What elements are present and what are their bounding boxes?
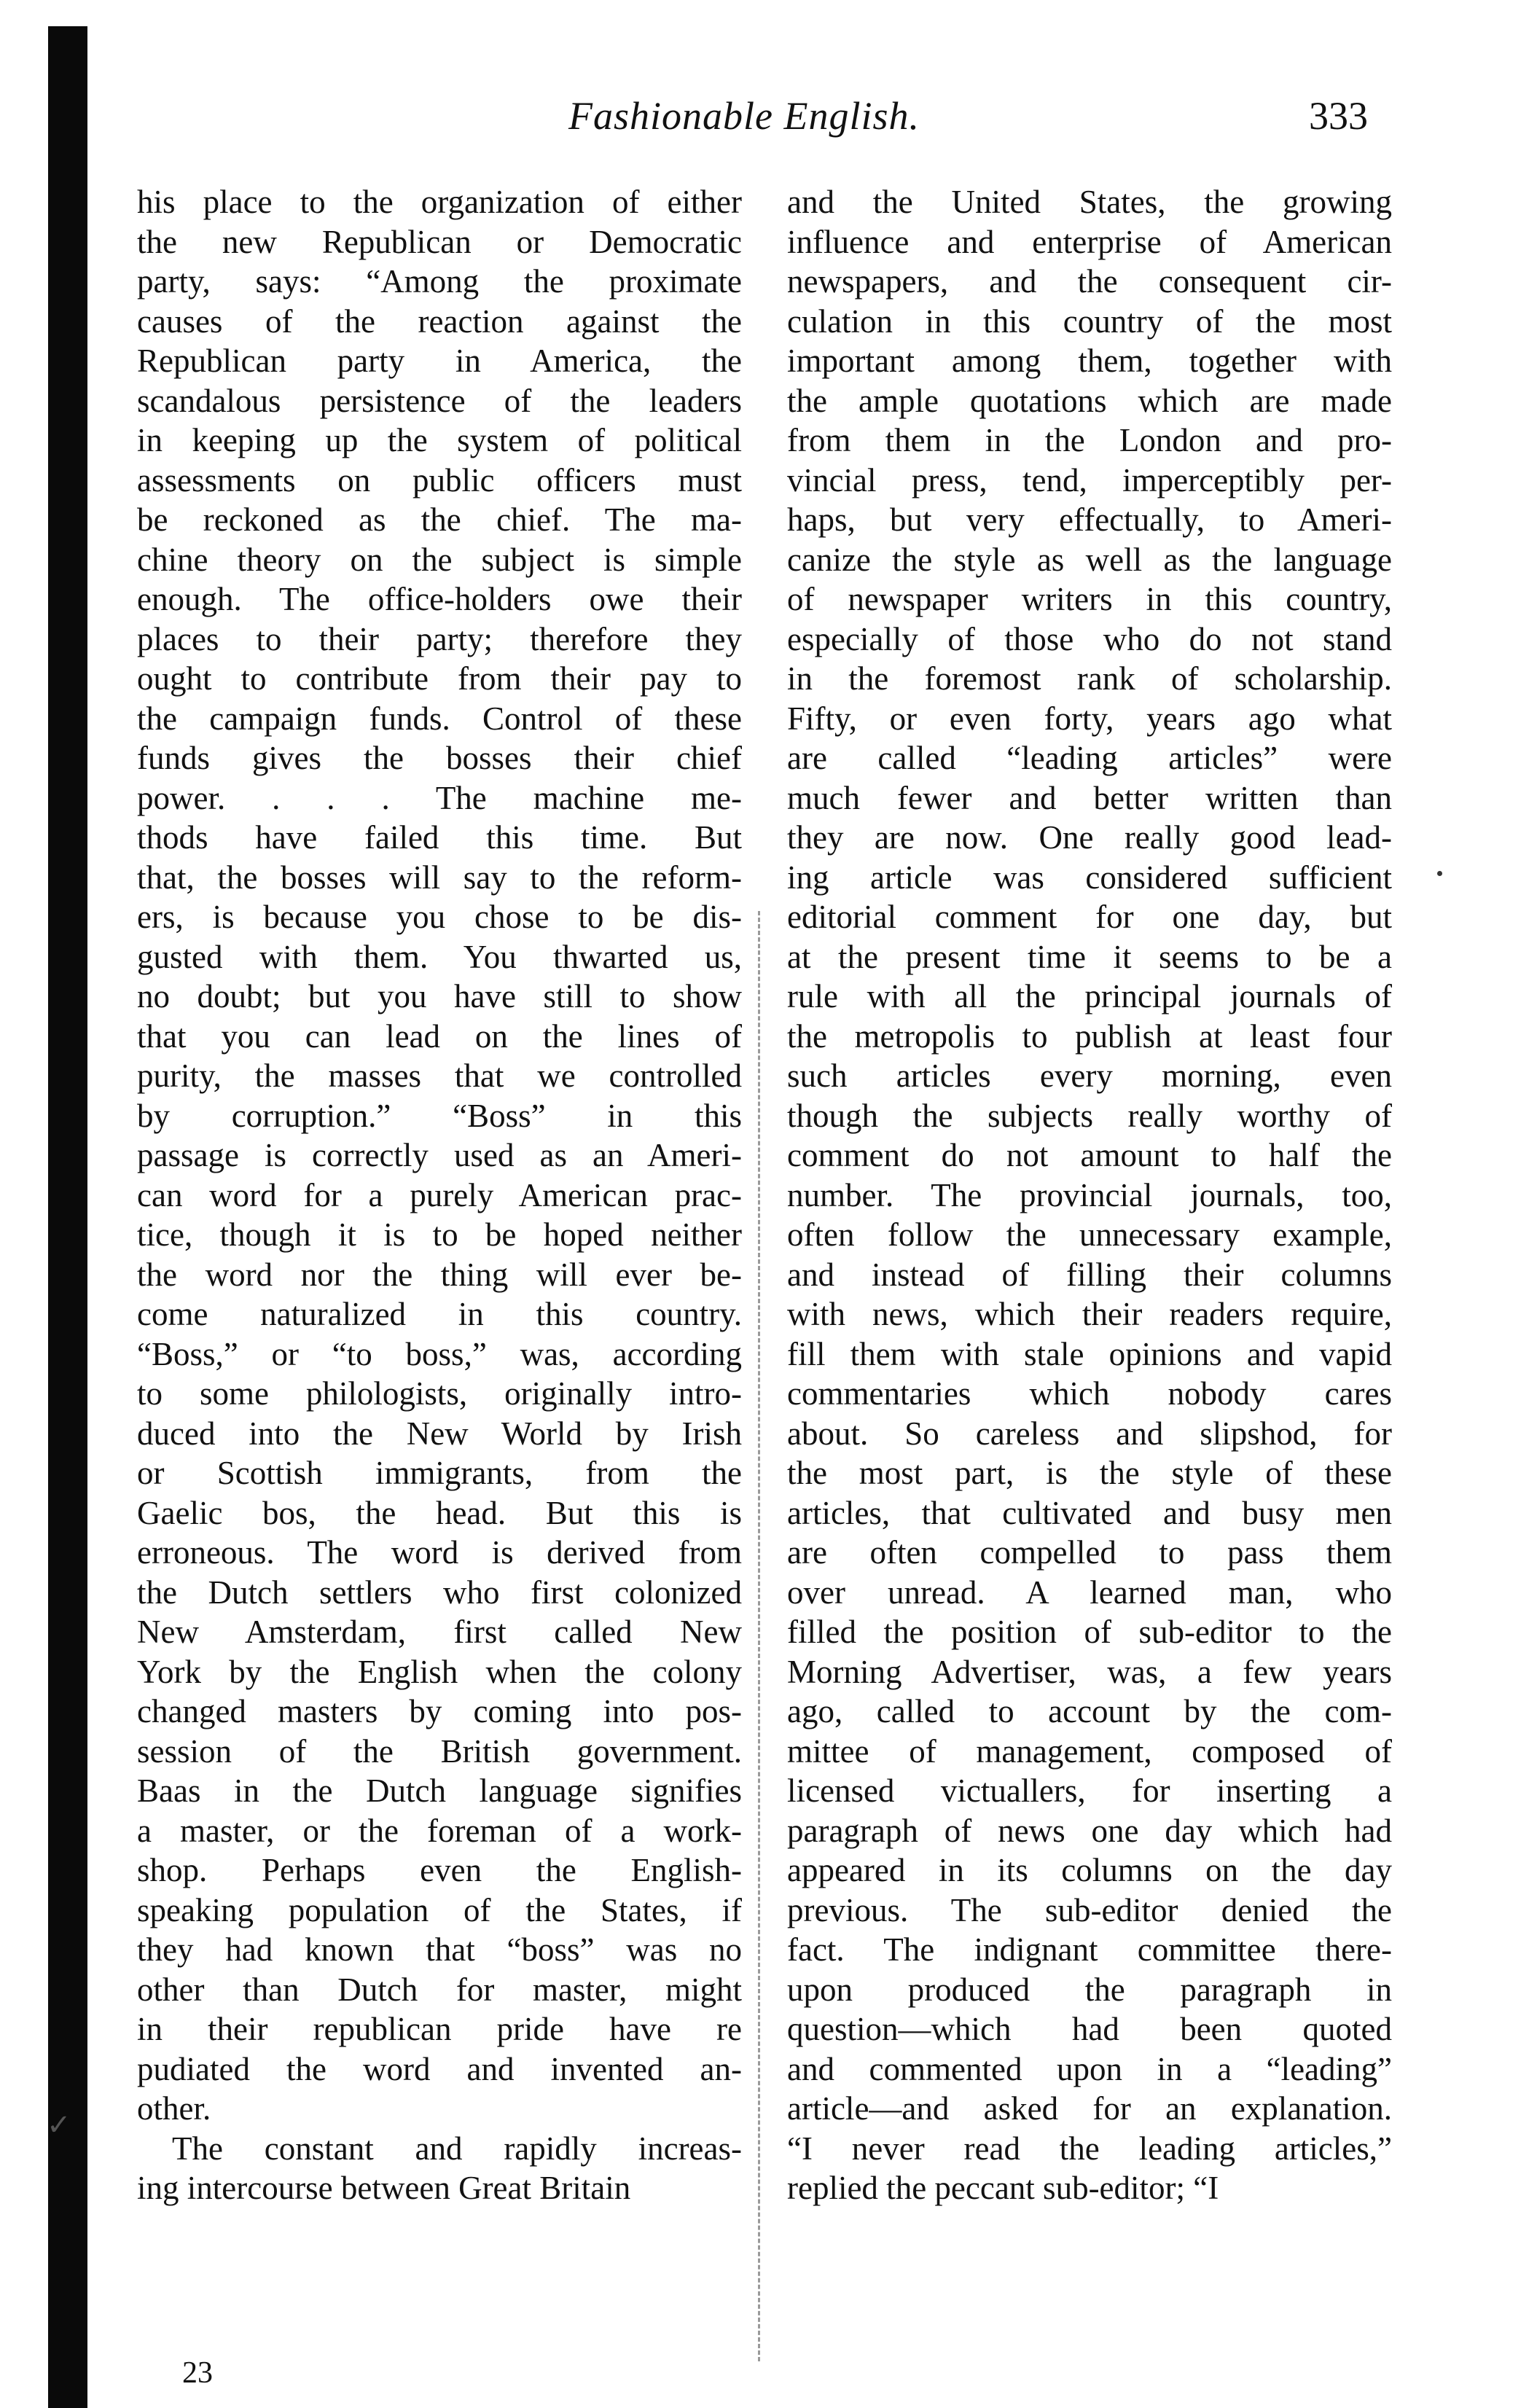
text-line: purity, the masses that we controlled <box>137 1058 742 1094</box>
text-line: thods have failed this time. But <box>137 819 742 856</box>
text-line: Gaelic bos, the head. But this is <box>137 1494 742 1531</box>
text-line: appeared in its columns on the day <box>787 1852 1392 1888</box>
text-line: question—which had been quoted <box>787 2011 1392 2047</box>
text-line: editorial comment for one day, but <box>787 899 1392 935</box>
text-line: ago, called to account by the com- <box>787 1693 1392 1729</box>
text-line: funds gives the bosses their chief <box>137 740 742 776</box>
stray-dot <box>1437 871 1442 876</box>
gutter-marks <box>758 911 766 2361</box>
text-line: by corruption.” “Boss” in this <box>137 1097 742 1134</box>
text-line: places to their party; therefore they <box>137 620 742 657</box>
text-line: come naturalized in this country. <box>137 1296 742 1332</box>
text-line: from them in the London and pro- <box>787 422 1392 458</box>
text-line: chine theory on the subject is simple <box>137 541 742 578</box>
text-line: Republican party in America, the <box>137 343 742 379</box>
text-line: shop. Perhaps even the English- <box>137 1852 742 1888</box>
text-line: fact. The indignant committee there- <box>787 1931 1392 1968</box>
text-line: a master, or the foreman of a work- <box>137 1812 742 1849</box>
text-line: previous. The sub-editor denied the <box>787 1891 1392 1928</box>
text-line: ing intercourse between Great Britain <box>137 2170 631 2206</box>
text-line: especially of those who do not stand <box>787 620 1392 657</box>
text-line: at the present time it seems to be a <box>787 938 1392 975</box>
text-line: the most part, is the style of these <box>787 1455 1392 1491</box>
text-line: vincial press, tend, imperceptibly per- <box>787 461 1392 499</box>
text-line: Morning Advertiser, was, a few years <box>787 1653 1392 1690</box>
text-line: the campaign funds. Control of these <box>137 700 742 737</box>
text-line: “Boss,” or “to boss,” was, according <box>137 1335 742 1372</box>
text-line: other than Dutch for master, might <box>137 1971 742 2008</box>
text-line: rule with all the principal journals of <box>787 978 1392 1015</box>
text-line: duced into the New World by Irish <box>137 1415 742 1452</box>
text-line: haps, but very effectually, to Ameri- <box>787 501 1392 538</box>
left-column <box>137 182 742 2208</box>
text-line: other. <box>137 2090 211 2127</box>
text-line: canize the style as well as the language <box>787 541 1392 578</box>
text-line: or Scottish immigrants, from the <box>137 1455 742 1491</box>
text-line: ers, is because you chose to be dis- <box>137 899 742 935</box>
text-line: the new Republican or Democratic <box>137 223 742 260</box>
text-line: The constant and rapidly increas- <box>172 2130 742 2167</box>
text-line: the word nor the thing will ever be- <box>137 1256 742 1293</box>
running-title: Fashionable English. <box>568 94 920 138</box>
text-line: ing article was considered sufficient <box>787 859 1392 896</box>
text-line: the Dutch settlers who first colonized <box>137 1574 742 1611</box>
text-line: though the subjects really worthy of <box>787 1097 1392 1134</box>
text-line: in the foremost rank of scholarship. <box>787 660 1392 697</box>
text-line: articles, that cultivated and busy men <box>787 1494 1392 1531</box>
text-line: licensed victuallers, for inserting a <box>787 1772 1392 1809</box>
text-line: erroneous. The word is derived from <box>137 1534 742 1571</box>
text-line: gusted with them. You thwarted us, <box>137 938 742 975</box>
text-line: causes of the reaction against the <box>137 302 742 340</box>
text-line: be reckoned as the chief. The ma- <box>137 501 742 538</box>
text-line: are often compelled to pass them <box>787 1534 1392 1571</box>
text-line: number. The provincial journals, too, <box>787 1176 1392 1213</box>
text-line: much fewer and better written than <box>787 779 1392 816</box>
text-line: tice, though it is to be hoped neither <box>137 1216 742 1253</box>
text-line: changed masters by coming into pos- <box>137 1693 742 1729</box>
text-line: and the United States, the growing <box>787 184 1392 220</box>
text-line: replied the peccant sub-editor; “I <box>787 2170 1219 2206</box>
text-line: enough. The office-holders owe their <box>137 581 742 617</box>
right-column <box>787 182 1392 2208</box>
text-line: article—and asked for an explanation. <box>787 2090 1392 2127</box>
text-line: about. So careless and slipshod, for <box>787 1415 1392 1452</box>
text-line: they are now. One really good lead- <box>787 819 1392 856</box>
text-line: his place to the organization of either <box>137 184 742 220</box>
text-line: speaking population of the States, if <box>137 1891 742 1928</box>
text-line: party, says: “Among the proximate <box>137 263 742 300</box>
text-line: passage is correctly used as an Ameri- <box>137 1137 742 1173</box>
text-line: of newspaper writers in this country, <box>787 581 1392 617</box>
text-line: that you can lead on the lines of <box>137 1017 742 1055</box>
text-line: comment do not amount to half the <box>787 1137 1392 1173</box>
text-line: and instead of filling their columns <box>787 1256 1392 1293</box>
text-line: Baas in the Dutch language signifies <box>137 1772 742 1809</box>
text-line: influence and enterprise of American <box>787 223 1392 260</box>
text-line: New Amsterdam, first called New <box>137 1614 742 1650</box>
text-line: they had known that “boss” was no <box>137 1931 742 1968</box>
text-line: power. . . . The machine me- <box>137 779 742 816</box>
text-line: often follow the unnecessary example, <box>787 1216 1392 1253</box>
text-line: fill them with stale opinions and vapid <box>787 1335 1392 1372</box>
text-line: such articles every morning, even <box>787 1058 1392 1094</box>
text-line: scandalous persistence of the leaders <box>137 382 742 419</box>
text-line: and commented upon in a “leading” <box>787 2050 1392 2087</box>
text-line: paragraph of news one day which had <box>787 1812 1392 1849</box>
text-line: session of the British government. <box>137 1732 742 1770</box>
text-line: newspapers, and the consequent cir- <box>787 263 1392 300</box>
text-line: in keeping up the system of political <box>137 422 742 458</box>
text-line: filled the position of sub-editor to the <box>787 1614 1392 1650</box>
signature-mark: 23 <box>182 2356 213 2390</box>
text-line: commentaries which nobody cares <box>787 1375 1392 1412</box>
text-line: York by the English when the colony <box>137 1653 742 1690</box>
text-line: the metropolis to publish at least four <box>787 1017 1392 1055</box>
scan-edge-bar <box>48 26 87 2408</box>
text-line: in their republican pride have re <box>137 2011 742 2047</box>
text-line: with news, which their readers require, <box>787 1296 1392 1332</box>
text-line: important among them, together with <box>787 343 1392 379</box>
text-line: Fifty, or even forty, years ago what <box>787 700 1392 737</box>
text-line: ought to contribute from their pay to <box>137 660 742 697</box>
page-number: 333 <box>1309 94 1368 138</box>
text-line: are called “leading articles” were <box>787 740 1392 776</box>
text-line: assessments on public officers must <box>137 461 742 499</box>
text-line: no doubt; but you have still to show <box>137 978 742 1015</box>
text-line: mittee of management, composed of <box>787 1732 1392 1770</box>
text-line: culation in this country of the most <box>787 302 1392 340</box>
margin-mark: ✓ <box>47 2108 71 2141</box>
text-line: can word for a purely American prac- <box>137 1176 742 1213</box>
text-line: that, the bosses will say to the reform- <box>137 859 742 896</box>
text-line: upon produced the paragraph in <box>787 1971 1392 2008</box>
text-line: “I never read the leading articles,” <box>787 2130 1392 2167</box>
text-line: the ample quotations which are made <box>787 382 1392 419</box>
text-line: to some philologists, originally intro- <box>137 1375 742 1412</box>
text-line: pudiated the word and invented an- <box>137 2050 742 2087</box>
text-line: over unread. A learned man, who <box>787 1574 1392 1611</box>
